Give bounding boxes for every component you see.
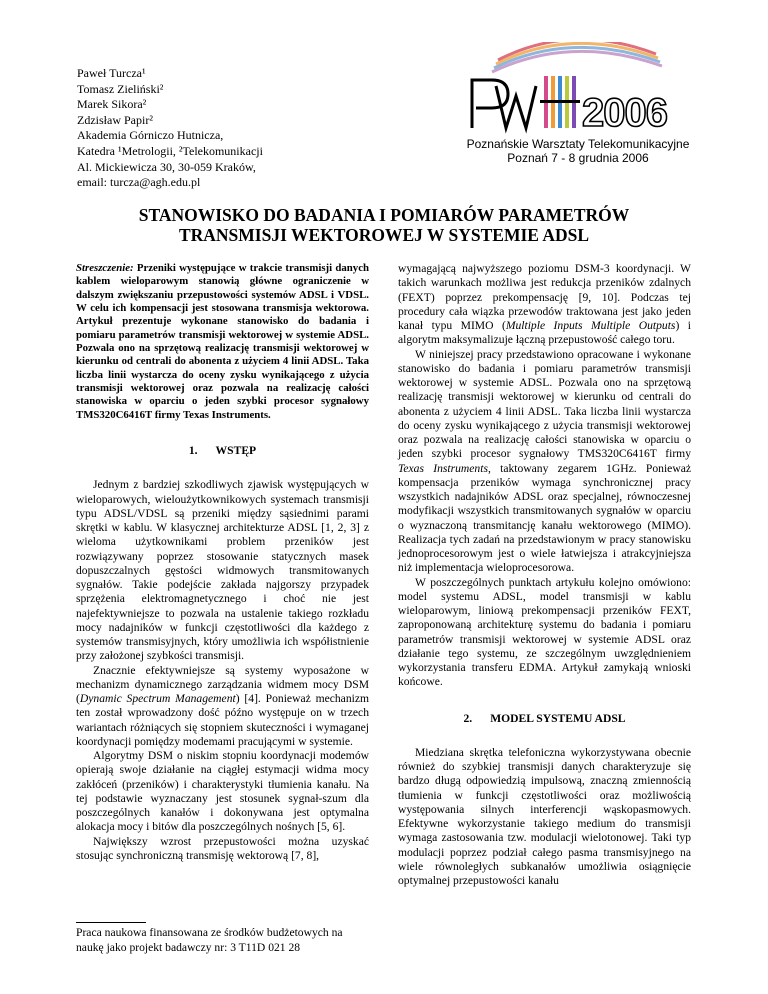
section-title: WSTĘP	[215, 444, 257, 458]
author-name: Paweł Turcza¹	[77, 66, 146, 80]
conference-logo	[452, 42, 704, 172]
conference-name: Poznańskie Warsztaty Telekomunikacyjne	[466, 137, 690, 151]
text-run: ) i algorytm maksymalizuje łączną przepustowość całego toru.	[398, 319, 691, 347]
logo-year: 2006	[582, 91, 667, 135]
author-name: Zdzisław Papir²	[77, 112, 153, 127]
affiliation: Akademia Górniczo Hutnicza,	[77, 128, 224, 143]
paragraph: Miedziana skrętka telefoniczna wykorzystywana obecnie również do szybkiej transmisji danych charakteryzuje się bardzo długą odpowiedzią impulsową, znaczną zmiennością tłumienia w funkcji częstotliwości oraz możliwością występowania silnych interferencji wąskopasmowych. Efektywne wykorzystanie takiego medium do transmisji wymaga zastosowania tzw. modulacji wielotonowej. Taki typ modulacji poprzez podział całego pasma transmisyjnego na wiele równoległych subkanałów umożliwia osiągnięcie optymalnej przepustowości kanału	[398, 745, 691, 887]
text-run: Znacznie efektywniejsze są systemy wyposażone w mechanizm dynamicznego zarządzania widmem mocy DSM (	[76, 663, 369, 706]
paragraph	[398, 262, 691, 348]
email: email: turcza@agh.edu.pl	[77, 175, 201, 190]
emphasis-text: Texas Instruments	[398, 461, 488, 475]
footnote	[76, 922, 369, 955]
paper-title	[60, 205, 708, 245]
section-heading	[76, 444, 369, 458]
emphasis-text: Dynamic Spectrum Management	[79, 692, 236, 706]
paragraph: Jednym z bardziej szkodliwych zjawisk występujących w wieloparowych, wieloużytkownikowych systemach transmisji typu ADSL/VDSL są przeniki między sąsiednimi parami skrętki w kablu. W klasycznej architekturze ADSL [1, 2, 3] z wieloma użytkownikami problem przeników jest rozwiązywany poprzez stosowanie statycznych masek dopuszczalnych gęstości widmowych transmitowanych sygnałów. Takie podejście zakłada najgorszy przypadek sprzężenia elektromagnetycznego i choć nie jest najefektywniejsze to pozwala na ustalenie takiego rozkładu mocy nadajników w funkcji częstotliwości dla każdego z systemów transmisyjnych, który umożliwia ich współistnienie przy założonej szybkości transmisji.	[76, 478, 369, 663]
section-number: 1.	[188, 444, 198, 458]
author-name: Marek Sikora²	[77, 97, 147, 112]
section-number: 2.	[463, 711, 473, 725]
text-run: W niniejszej pracy przedstawiono opracowane i wykonane stanowisko do badania i pomiaru parametrów transmisji wektorowej w systemie ADSL. Pozwala ono na sprzętową realizację transmisji wektorowej w kierunku od centrali do abonenta z użyciem 4 linii ADSL. Taka liczba linii wystarcza do oceny zysku wynikającego z użycia transmisji wektorowej oraz pozwala na realizację całości stanowiska w oparciu o jeden szybki procesor sygnałowy TMS320C6416T firmy	[398, 347, 691, 461]
text-run: , taktowany zegarem 1GHz. Ponieważ kompensacja przeników wymaga synchronicznej pracy wszystkich nadajników ADSL oraz specjalnej, równoczesnej modyfikacji wszystkich transmitowanych sygnałów w oparciu o wyznaczoną transmitancję kanału wektorowego (MIMO). Realizacja tych zadań na przedstawionym w pracy stanowisku jednoprocesorowym jest o wiele łatwiejsza i atrakcyjniejsza niż implementacja wieloprocesorowa.	[398, 461, 691, 575]
paragraph: W poszczególnych punktach artykułu kolejno omówiono: model systemu ADSL, model transmisji w kablu wieloparowym, liniową prekompensacji przeników FEXT, zaproponowaną architekturę systemu do badania i pomiaru parametrów transmisji wektorowej w systemie ADSL oraz działanie tego systemu, ze szczególnym uwzględnieniem wykorzystania transferu EDMA. Artykuł zamykają wnioski końcowe.	[398, 575, 691, 689]
paragraph: Największy wzrost przepustowości można uzyskać stosując synchroniczną transmisję wektorową [7, 8],	[76, 834, 369, 862]
author-block	[77, 66, 263, 191]
emphasis-text: Multiple Inputs Multiple Outputs	[505, 319, 676, 332]
footnote-text: Praca naukowa finansowana ze środków budżetowych na naukę jako projekt badawczy nr: 3 T11D 021 28	[76, 926, 343, 954]
department: Katedra ¹Metrologii, ²Telekomunikacji	[77, 143, 263, 158]
conference-dates: Poznań 7 - 8 grudnia 2006	[507, 151, 649, 165]
abstract-text: Przeniki występujące w trakcie transmisji danych kablem wieloparowym stanowią główne ograniczenie w dalszym zwiększaniu przepustowości systemów ADSL i VDSL. W celu ich kompensacji jest stosowana transmisja wektorowa. Artykuł prezentuje wykonane stanowisko do badania i pomiaru parametrów transmisji wektorowej w systemie ADSL. Pozwala ono na sprzętową realizację transmisji wektorowej w kierunku od centrali do abonenta z użyciem 4 linii ADSL. Taka liczba linii wystarcza do oceny zysku wynikającego z użycia transmisji wektorowej oraz pozwala na realizację całości stanowiska w oparciu o jeden szybki procesor sygnałowy TMS320C6416T firmy Texas Instruments.	[76, 262, 369, 421]
left-column	[76, 262, 369, 863]
title-line: STANOWISKO DO BADANIA I POMIARÓW PARAMETRÓW	[138, 205, 630, 225]
text-run: wymagającą najwyższego poziomu DSM-3 koordynacji. W takich warunkach możliwa jest redukcja przeników zdalnych (FEXT) poprzez prekompensację [9, 10]. Podczas tej procedury cała wiązka przewodów traktowana jest jako jeden kanał typu MIMO (	[398, 262, 691, 332]
abstract	[76, 262, 369, 422]
address: Al. Mickiewicza 30, 30-059 Kraków,	[77, 159, 256, 174]
abstract-label: Streszczenie:	[76, 262, 134, 274]
section-title: MODEL SYSTEMU ADSL	[490, 711, 626, 725]
right-column	[398, 262, 691, 888]
section-heading	[398, 712, 691, 726]
text-run: ) [4]. Ponieważ mechanizm ten został wprowadzony dość późno występuje on w trzech wariantach różniących się stopniem skuteczności i wymaganej koordynacji pomiędzy modemami pracującymi w systemie.	[76, 692, 370, 748]
pwt-logo-icon	[452, 42, 704, 138]
author-name: Tomasz Zieliński²	[77, 81, 164, 96]
paragraph	[76, 664, 369, 750]
paragraph: Algorytmy DSM o niskim stopniu koordynacji modemów opierają swoje działanie na ciągłej estymacji widma mocy zakłóceń (przeników) i charakterystyki tłumienia kanału. Na tej podstawie wyznaczany jest stosunek sygnał-szum dla poszczególnych kanałów i dokonywana jest optymalna alokacja mocy i bitów dla poszczególnych nośnych [5, 6].	[76, 749, 369, 834]
title-line: TRANSMISJI WEKTOROWEJ W SYSTEMIE ADSL	[178, 225, 590, 245]
paragraph	[398, 348, 691, 576]
footnote-rule	[76, 922, 146, 923]
